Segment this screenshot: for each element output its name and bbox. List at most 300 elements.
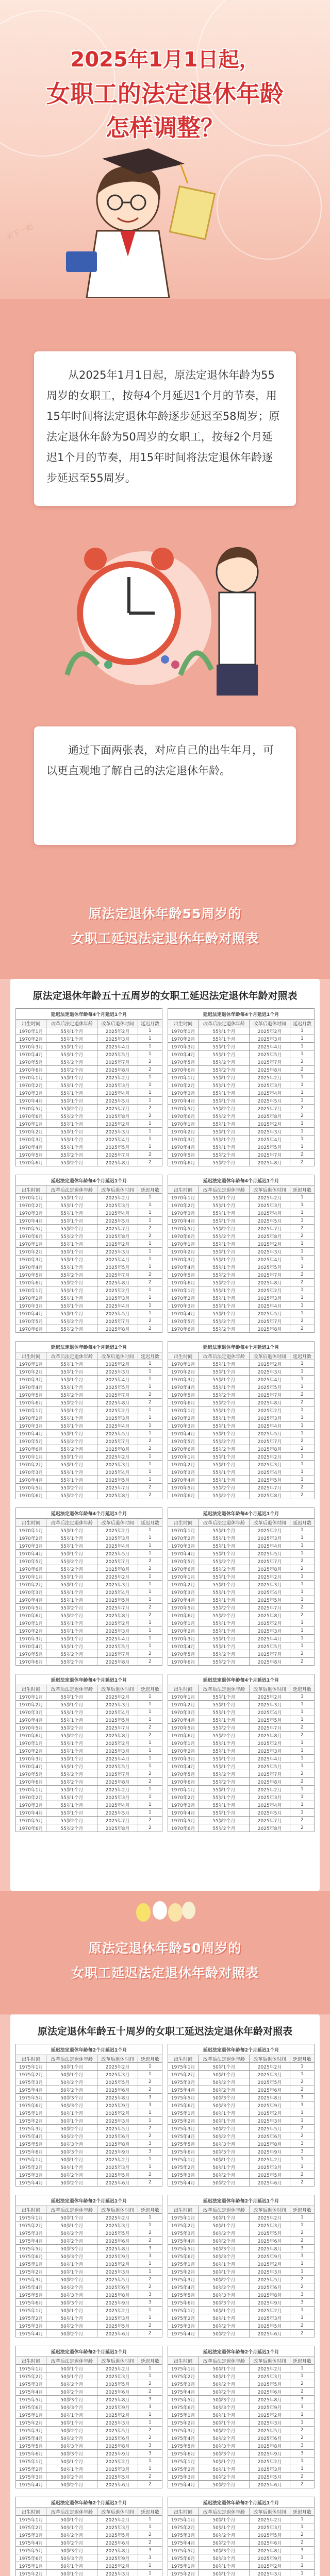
table-row [168, 2078, 315, 2086]
table-cell: 2025年2月 [250, 2109, 290, 2117]
table-cell: 2025年4月 [250, 1209, 290, 1217]
table-cell: 2025年8月 [97, 1445, 138, 1453]
table-caption: 延迟法定退休年龄每2个月延迟1个月 [16, 2346, 162, 2357]
table-cell: 2 [290, 2531, 314, 2539]
table-cell: 1975年3月 [168, 2531, 199, 2539]
table-cell: 2025年7月 [250, 1817, 290, 1824]
table-row [16, 1650, 162, 1658]
table-cell: 1975年1月 [16, 2365, 46, 2372]
table-cell: 55岁2个月 [199, 1058, 250, 1066]
table-cell: 55岁1个月 [199, 1406, 250, 1414]
table-cell: 55岁1个月 [199, 1550, 250, 1557]
table-cell: 2 [290, 1151, 314, 1159]
table-row [168, 1310, 315, 1317]
table-row [168, 1747, 315, 1755]
table-cell: 2025年2月 [250, 1074, 290, 1081]
table-row [16, 1399, 162, 1406]
table-cell: 1970年6月 [168, 1159, 199, 1166]
table-header-cell: 改革后退休时间 [97, 2508, 138, 2516]
table-cell: 1970年1月 [16, 1406, 46, 1414]
table-cell: 1970年4月 [16, 1809, 46, 1817]
table-cell: 1 [290, 1642, 314, 1650]
table-row [16, 2531, 162, 2539]
table-cell: 1970年6月 [16, 1445, 46, 1453]
retirement-table [168, 2195, 315, 2337]
table-cell: 55岁1个月 [46, 1786, 97, 1793]
table-row [16, 1581, 162, 1588]
table-cell: 50岁2个月 [46, 2276, 97, 2283]
table-cell: 55岁1个月 [199, 1642, 250, 1650]
table-cell: 1975年4月 [16, 2132, 46, 2140]
table-cell: 1970年3月 [16, 1043, 46, 1050]
table-cell: 2025年3月 [250, 1461, 290, 1468]
table-cell: 3 [290, 2547, 314, 2554]
table-cell: 50岁1个月 [199, 2562, 250, 2570]
table-cell: 2025年4月 [250, 1302, 290, 1310]
table-row [168, 2268, 315, 2276]
table-cell: 1975年5月 [168, 2396, 199, 2403]
table-cell: 1 [138, 1701, 162, 1708]
table-cell: 55岁2个月 [199, 1271, 250, 1279]
table-cell: 1970年4月 [168, 1642, 199, 1650]
table-header-cell: 改革后法定退休年龄 [46, 2206, 97, 2214]
table-cell: 1970年4月 [168, 1596, 199, 1604]
table-cell: 55岁1个月 [199, 1693, 250, 1701]
table-cell: 50岁3个月 [46, 2094, 97, 2102]
table-header-cell: 改革后法定退休年龄 [199, 1020, 250, 1027]
table-cell: 1 [138, 1581, 162, 1588]
table-cell: 1 [290, 1588, 314, 1596]
table-row [16, 1708, 162, 1716]
table-cell: 1 [290, 1027, 314, 1035]
table-cell: 55岁1个月 [199, 1263, 250, 1271]
table-cell: 2025年7月 [97, 1105, 138, 1112]
table-cell: 2025年4月 [97, 1801, 138, 1809]
table-cell: 1970年2月 [168, 1081, 199, 1089]
table-cell: 2025年3月 [250, 2163, 290, 2171]
table-cell: 2025年2月 [97, 1194, 138, 1201]
table-cell: 1975年1月 [16, 2109, 46, 2117]
table-row [168, 2314, 315, 2322]
table-cell: 55岁1个月 [46, 1406, 97, 1414]
table-cell: 2 [290, 2388, 314, 2396]
table-header-cell: 延迟月数 [138, 1519, 162, 1527]
retirement-table [15, 2044, 162, 2187]
table-cell: 55岁1个月 [199, 1256, 250, 1263]
table-row [16, 1422, 162, 1430]
table-cell: 1 [138, 1368, 162, 1376]
table-cell: 2025年5月 [97, 2125, 138, 2132]
table-cell: 1975年3月 [16, 2531, 46, 2539]
table-cell: 55岁1个月 [46, 1461, 97, 1468]
table-cell: 1975年5月 [16, 2094, 46, 2102]
table-cell: 50岁1个月 [46, 2419, 97, 2427]
table-row [16, 1573, 162, 1581]
table-cell: 1970年2月 [16, 1035, 46, 1043]
table-row [168, 1360, 315, 1368]
table-cell: 2025年4月 [250, 1256, 290, 1263]
table-cell: 50岁3个月 [46, 2554, 97, 2562]
table-header-cell: 改革后法定退休年龄 [46, 2055, 97, 2063]
table-cell: 2025年8月 [250, 1399, 290, 1406]
table-cell: 2 [290, 2434, 314, 2442]
table-cell: 2025年4月 [97, 1755, 138, 1762]
table-header-cell: 改革后退休时间 [97, 1685, 138, 1693]
table-cell: 1 [290, 2372, 314, 2380]
table-cell: 1 [290, 1762, 314, 1770]
table-row [16, 2117, 162, 2125]
table-cell: 2025年4月 [97, 1542, 138, 1550]
table-cell: 1 [138, 1217, 162, 1225]
table-cell: 50岁3个月 [46, 2403, 97, 2411]
table-cell: 1 [290, 1240, 314, 1248]
table-header-cell: 出生时间 [16, 1186, 46, 1194]
table-cell: 2025年6月 [97, 2283, 138, 2291]
table-row [16, 1209, 162, 1217]
table-cell: 2 [290, 2539, 314, 2547]
table-cell: 2025年2月 [97, 2365, 138, 2372]
table-cell: 50岁3个月 [46, 2291, 97, 2299]
table-header-cell: 出生时间 [168, 2055, 199, 2063]
table-cell: 2025年8月 [97, 1778, 138, 1786]
table-cell: 2025年7月 [97, 1058, 138, 1066]
table-cell: 2025年4月 [97, 1043, 138, 1050]
table-cell: 2025年9月 [97, 2450, 138, 2458]
table-cell: 1 [138, 2268, 162, 2276]
table-cell: 2025年8月 [250, 1445, 290, 1453]
table-cell: 1 [138, 1596, 162, 1604]
table-cell: 55岁1个月 [199, 1201, 250, 1209]
table-row [16, 1642, 162, 1650]
table-header-cell: 改革后法定退休年龄 [199, 1186, 250, 1194]
decor-ring [217, 155, 322, 260]
table-row [16, 1089, 162, 1097]
table-cell: 2025年3月 [250, 1747, 290, 1755]
table-row [16, 1550, 162, 1557]
table-cell: 2 [138, 1159, 162, 1166]
table-cell: 55岁2个月 [46, 1824, 97, 1832]
table-cell: 1975年2月 [16, 2163, 46, 2171]
table-row [16, 1453, 162, 1461]
table-row [168, 2109, 315, 2117]
table-row [168, 2260, 315, 2268]
table-row [16, 1747, 162, 1755]
table-cell: 2 [138, 1066, 162, 1074]
table-row [168, 2156, 315, 2163]
table-cell: 2 [290, 1271, 314, 1279]
table-cell: 2025年3月 [97, 2314, 138, 2322]
table-cell: 1 [290, 2268, 314, 2276]
table-cell: 1 [138, 1755, 162, 1762]
table-cell: 2025年8月 [250, 1612, 290, 1619]
table-cell: 1 [138, 1194, 162, 1201]
table-cell: 2025年5月 [250, 2078, 290, 2086]
table-row [16, 1120, 162, 1128]
table-cell: 55岁1个月 [199, 1701, 250, 1708]
table-cell: 1975年6月 [168, 2102, 199, 2109]
table-row [168, 1325, 315, 1333]
table-cell: 2025年4月 [250, 1588, 290, 1596]
table-row [16, 1588, 162, 1596]
banner-55-line2: 女职工延迟法定退休年龄对照表 [71, 931, 259, 946]
table-cell: 50岁1个月 [199, 2465, 250, 2473]
table-row [168, 1422, 315, 1430]
table-cell: 55岁1个月 [199, 1809, 250, 1817]
table-cell: 1975年2月 [168, 2570, 199, 2576]
table-cell: 2025年7月 [97, 1650, 138, 1658]
table-row [16, 2125, 162, 2132]
table-row [16, 1302, 162, 1310]
table-cell: 1975年4月 [168, 2283, 199, 2291]
table-cell: 1 [138, 2071, 162, 2078]
table-cell: 1970年4月 [168, 1476, 199, 1484]
table-row [168, 1105, 315, 1112]
table-cell: 3 [138, 2245, 162, 2252]
table-cell: 2025年3月 [250, 2419, 290, 2427]
table-header-cell: 改革后退休时间 [250, 1685, 290, 1693]
table-cell: 2 [290, 1565, 314, 1573]
table-header-cell: 改革后法定退休年龄 [199, 2206, 250, 2214]
table-header-cell: 出生时间 [168, 2508, 199, 2516]
table-cell: 2025年6月 [97, 2179, 138, 2187]
table-cell: 55岁1个月 [199, 1801, 250, 1809]
table-cell: 1 [138, 2419, 162, 2427]
table-cell: 50岁2个月 [46, 2171, 97, 2179]
table-cell: 55岁2个月 [199, 1492, 250, 1499]
table-cell: 55岁2个月 [199, 1650, 250, 1658]
table-row [16, 1391, 162, 1399]
table-cell: 1970年2月 [168, 1581, 199, 1588]
table-cell: 1 [290, 2516, 314, 2523]
table-cell: 2025年6月 [97, 2388, 138, 2396]
table-row [168, 2539, 315, 2547]
table-row [168, 2229, 315, 2237]
table-cell: 1975年4月 [168, 2086, 199, 2094]
table-row [168, 1050, 315, 1058]
table-cell: 1 [138, 1074, 162, 1081]
table-row [168, 1468, 315, 1476]
table-cell: 55岁2个月 [199, 1604, 250, 1612]
table-cell: 1970年6月 [16, 1159, 46, 1166]
table-cell: 50岁2个月 [46, 2078, 97, 2086]
table-header-cell: 延迟月数 [290, 2206, 314, 2214]
table-cell: 2025年5月 [97, 2229, 138, 2237]
table-cell: 1975年3月 [168, 2171, 199, 2179]
table-cell: 55岁2个月 [199, 1445, 250, 1453]
table-row [16, 1716, 162, 1724]
table-header-cell: 延迟月数 [290, 2508, 314, 2516]
table-row [16, 2148, 162, 2156]
table-cell: 2025年8月 [97, 1232, 138, 1240]
intro-card [34, 351, 296, 506]
table-row [168, 2094, 315, 2102]
table-cell: 55岁2个月 [46, 1159, 97, 1166]
table-row [16, 1755, 162, 1762]
table-cell: 2025年2月 [97, 1360, 138, 1368]
table-cell: 1970年3月 [16, 1588, 46, 1596]
table-cell: 1970年5月 [168, 1770, 199, 1778]
table-cell: 1970年5月 [168, 1724, 199, 1732]
table-cell: 1 [290, 1747, 314, 1755]
table-cell: 1 [138, 1739, 162, 1747]
table-cell: 55岁2个月 [199, 1159, 250, 1166]
table-row [16, 2330, 162, 2337]
table-cell: 1970年2月 [168, 1128, 199, 1136]
table-cell: 2025年3月 [250, 2117, 290, 2125]
table-cell: 1970年2月 [16, 1128, 46, 1136]
table-cell: 1975年2月 [168, 2163, 199, 2171]
table-cell: 2025年5月 [97, 1217, 138, 1225]
table-cell: 2025年3月 [250, 1248, 290, 1256]
table-cell: 1975年5月 [168, 2140, 199, 2148]
table-cell: 1970年2月 [16, 1201, 46, 1209]
table-cell: 2025年3月 [250, 1294, 290, 1302]
table-cell: 1 [290, 1050, 314, 1058]
table-cell: 1975年2月 [16, 2117, 46, 2125]
table-header-cell: 改革后退休时间 [250, 2206, 290, 2214]
table-cell: 1970年3月 [168, 1256, 199, 1263]
table-header-cell: 改革后法定退休年龄 [46, 1020, 97, 1027]
table-cell: 50岁2个月 [46, 2380, 97, 2388]
table-cell: 1 [138, 1120, 162, 1128]
table-cell: 1 [290, 1453, 314, 1461]
table-cell: 50岁1个月 [46, 2063, 97, 2071]
table-cell: 1 [138, 1422, 162, 1430]
table-header-cell: 出生时间 [16, 1519, 46, 1527]
table-row [16, 1627, 162, 1635]
table-cell: 1970年2月 [16, 1368, 46, 1376]
table-cell: 2 [138, 2531, 162, 2539]
table-cell: 1975年2月 [16, 2465, 46, 2473]
table-cell: 1970年1月 [16, 1240, 46, 1248]
table-row [16, 2314, 162, 2322]
table-cell: 2025年2月 [250, 2063, 290, 2071]
table-cell: 2025年2月 [97, 2307, 138, 2314]
table-row [168, 2222, 315, 2229]
table-cell: 2025年5月 [97, 1762, 138, 1770]
table-cell: 55岁1个月 [199, 1376, 250, 1383]
intro-paragraph-1: 从2025年1月1日起，原法定退休年龄为55周岁的女职工，按每4个月延迟1个月的节奏，用15年时间将法定退休年龄逐步延迟至58周岁；原法定退休年龄为50周岁的女职工，按每2个月延迟1个月的节奏，用15年时间将法定退休年龄逐步延迟至55周岁。 [46, 369, 280, 484]
table-cell: 1 [290, 1376, 314, 1383]
table-cell: 1 [138, 1642, 162, 1650]
table-cell: 1970年3月 [168, 1422, 199, 1430]
table-cell: 2025年9月 [97, 2148, 138, 2156]
table-cell: 1970年4月 [168, 1716, 199, 1724]
table-cell: 55岁1个月 [199, 1302, 250, 1310]
table-cell: 2025年8月 [250, 1565, 290, 1573]
table-row [168, 1406, 315, 1414]
table-cell: 55岁1个月 [46, 1136, 97, 1143]
table-cell: 1970年3月 [16, 1708, 46, 1716]
table-cell: 1 [138, 1383, 162, 1391]
table-cell: 2025年2月 [97, 1453, 138, 1461]
table-cell: 1970年3月 [16, 1302, 46, 1310]
table-row [16, 2237, 162, 2245]
table-cell: 50岁2个月 [199, 2539, 250, 2547]
table-cell: 1 [138, 2465, 162, 2473]
table-cell: 2025年8月 [250, 1279, 290, 1286]
table-cell: 2025年5月 [97, 2427, 138, 2434]
table-cell: 50岁2个月 [46, 2125, 97, 2132]
table-row [16, 2570, 162, 2576]
table-cell: 1 [290, 1476, 314, 1484]
table-cell: 2 [138, 1271, 162, 1279]
table-cell: 1975年6月 [16, 2299, 46, 2307]
table-row [168, 2458, 315, 2465]
table-cell: 1 [138, 1550, 162, 1557]
table-row [16, 1612, 162, 1619]
table-cell: 2 [290, 1279, 314, 1286]
table-row [16, 1256, 162, 1263]
table-row [16, 2078, 162, 2086]
table-cell: 1 [290, 1786, 314, 1793]
table-cell: 1 [290, 1596, 314, 1604]
table-cell: 55岁1个月 [46, 1302, 97, 1310]
table-row [168, 1573, 315, 1581]
table-cell: 1975年3月 [16, 2276, 46, 2283]
table-cell: 2 [290, 2276, 314, 2283]
table-cell: 1970年4月 [168, 1310, 199, 1317]
table-cell: 2025年8月 [97, 2547, 138, 2554]
table-cell: 1970年6月 [16, 1232, 46, 1240]
table-row [168, 1461, 315, 1468]
table-row [168, 1128, 315, 1136]
table-cell: 50岁3个月 [46, 2450, 97, 2458]
table-cell: 55岁1个月 [46, 1755, 97, 1762]
table-cell: 2025年5月 [250, 1476, 290, 1484]
table-row [168, 1693, 315, 1701]
banner-50-text [41, 1936, 289, 1986]
table-cell: 50岁1个月 [199, 2156, 250, 2163]
table-cell: 55岁1个月 [46, 1120, 97, 1128]
table-cell: 1970年4月 [168, 1550, 199, 1557]
table-row [168, 2291, 315, 2299]
table-section-55 [10, 979, 320, 1891]
table-cell: 2025年2月 [97, 1693, 138, 1701]
table-cell: 2025年2月 [97, 1027, 138, 1035]
table-cell: 50岁2个月 [46, 2388, 97, 2396]
table-row [16, 1824, 162, 1832]
table-cell: 2025年8月 [97, 2245, 138, 2252]
table-row [16, 2458, 162, 2465]
table-cell: 1970年6月 [168, 1232, 199, 1240]
table-cell: 55岁2个月 [199, 1105, 250, 1112]
table-row [168, 1151, 315, 1159]
table-cell: 1 [138, 1089, 162, 1097]
table-cell: 2025年6月 [250, 2237, 290, 2245]
table-cell: 1970年2月 [16, 1248, 46, 1256]
table-cell: 1975年4月 [168, 2132, 199, 2140]
table-cell: 1 [290, 1136, 314, 1143]
table-cell: 55岁1个月 [199, 1097, 250, 1105]
table-row [168, 1581, 315, 1588]
table-row [168, 1770, 315, 1778]
table-cell: 1970年1月 [168, 1453, 199, 1461]
table-cell: 3 [138, 2094, 162, 2102]
table-cell: 2 [138, 2078, 162, 2086]
table-cell: 2025年8月 [250, 1492, 290, 1499]
table-cell: 2025年4月 [97, 1136, 138, 1143]
table-cell: 1970年5月 [16, 1724, 46, 1732]
table-cell: 2025年8月 [97, 1325, 138, 1333]
table-cell: 2025年5月 [250, 2427, 290, 2434]
table-cell: 1 [290, 1461, 314, 1468]
table-cell: 2025年8月 [250, 1824, 290, 1832]
table-row [16, 2071, 162, 2078]
table-row [16, 2562, 162, 2570]
table-cell: 2025年9月 [97, 2554, 138, 2562]
table-cell: 2025年9月 [250, 2403, 290, 2411]
